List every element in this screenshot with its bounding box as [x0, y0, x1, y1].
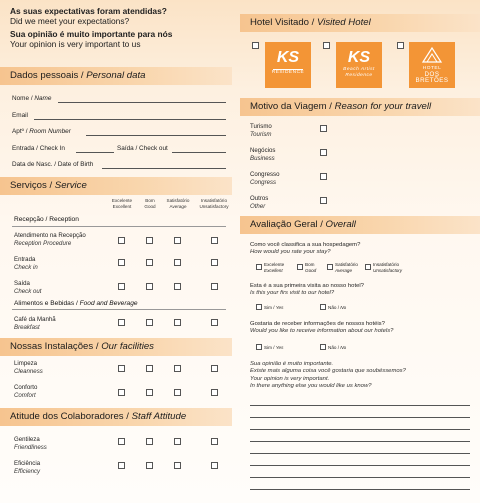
services-header: Serviços / Service: [0, 177, 232, 195]
facilities-header: Nossas Instalações / Our facilities: [0, 338, 232, 356]
rating-excellent-label: Excelente Excellent: [264, 262, 285, 273]
rating-good-label: Bom Good: [305, 262, 317, 273]
efficiency-unsatisfactory-checkbox[interactable]: [211, 462, 218, 469]
divider: [12, 226, 226, 227]
room-number-label: Aptº / Room Number: [12, 128, 71, 135]
reception-excellent-checkbox[interactable]: [118, 237, 125, 244]
checkin-average-checkbox[interactable]: [174, 259, 181, 266]
receive-info-yes-checkbox[interactable]: [256, 344, 262, 350]
name-field[interactable]: [58, 102, 226, 103]
comment-line[interactable]: [250, 441, 470, 442]
ks-residence-logo: KS RESIDENCE: [265, 42, 311, 88]
overall-header: Avaliação Geral / Overall: [240, 216, 480, 234]
left-column: [0, 0, 232, 503]
checkout-excellent-checkbox[interactable]: [118, 283, 125, 290]
breakfast-good-checkbox[interactable]: [146, 319, 153, 326]
right-column: [240, 0, 480, 503]
friendliness-good-checkbox[interactable]: [146, 438, 153, 445]
rating-unsatisfactory-checkbox[interactable]: [365, 264, 371, 270]
service-item-checkout: Saída Check out: [14, 280, 42, 295]
food-subheading: Alimentos e Bebidas / Food and Beverage: [14, 300, 138, 307]
reason-business-checkbox[interactable]: [320, 149, 327, 156]
col-average: Satisfatório Average: [166, 198, 190, 209]
comfort-unsatisfactory-checkbox[interactable]: [211, 389, 218, 396]
staff-item-efficiency: Eficiência Efficiency: [14, 460, 41, 475]
breakfast-excellent-checkbox[interactable]: [118, 319, 125, 326]
divider: [12, 309, 226, 310]
checkin-label: Entrada / Check In: [12, 145, 65, 152]
personal-title-en: Personal data: [86, 70, 146, 81]
cleanness-average-checkbox[interactable]: [174, 365, 181, 372]
checkout-field[interactable]: [172, 152, 226, 153]
staff-item-friendliness: Gentileza Friendliness: [14, 436, 47, 451]
bretoes-emblem-icon: [409, 42, 455, 66]
reception-subheading: Recepção / Reception: [14, 216, 79, 223]
reason-item-business: Negócios Business: [250, 147, 276, 162]
friendliness-unsatisfactory-checkbox[interactable]: [211, 438, 218, 445]
hotel-ks-beach-checkbox[interactable]: [323, 42, 330, 49]
birth-date-label: Data de Nasc. / Date of Birth: [12, 161, 94, 168]
hotel-ks-residence-checkbox[interactable]: [252, 42, 259, 49]
first-visit-no-label: Não / No: [328, 305, 347, 310]
comfort-good-checkbox[interactable]: [146, 389, 153, 396]
comfort-average-checkbox[interactable]: [174, 389, 181, 396]
reception-good-checkbox[interactable]: [146, 237, 153, 244]
reception-average-checkbox[interactable]: [174, 237, 181, 244]
reason-item-other: Outros Other: [250, 195, 269, 210]
rating-average-checkbox[interactable]: [327, 264, 333, 270]
service-item-reception: Atendimento na Recepção Reception Procedure: [14, 232, 86, 247]
receive-info-no-checkbox[interactable]: [320, 344, 326, 350]
first-visit-yes-label: Sim / Yes: [264, 305, 284, 310]
reason-item-tourism: Turismo Tourism: [250, 123, 272, 138]
cleanness-excellent-checkbox[interactable]: [118, 365, 125, 372]
personal-data-header: [0, 67, 232, 85]
rating-good-checkbox[interactable]: [297, 264, 303, 270]
checkin-field[interactable]: [76, 152, 114, 153]
reason-other-checkbox[interactable]: [320, 197, 327, 204]
cleanness-good-checkbox[interactable]: [146, 365, 153, 372]
comment-line[interactable]: [250, 405, 470, 406]
comment-line[interactable]: [250, 489, 470, 490]
checkout-average-checkbox[interactable]: [174, 283, 181, 290]
cleanness-unsatisfactory-checkbox[interactable]: [211, 365, 218, 372]
reception-unsatisfactory-checkbox[interactable]: [211, 237, 218, 244]
reason-header: Motivo da Viagem / Reason for your travell: [240, 98, 480, 116]
rating-unsatisfactory-label: Insatisfatório Unsatisfactory: [373, 262, 403, 273]
email-label: Email: [12, 112, 28, 119]
ks-beach-logo: KS Beach Artist Residence: [336, 42, 382, 88]
reason-tourism-checkbox[interactable]: [320, 125, 327, 132]
friendliness-average-checkbox[interactable]: [174, 438, 181, 445]
efficiency-excellent-checkbox[interactable]: [118, 462, 125, 469]
breakfast-average-checkbox[interactable]: [174, 319, 181, 326]
email-field[interactable]: [34, 119, 226, 120]
comment-line[interactable]: [250, 417, 470, 418]
checkin-excellent-checkbox[interactable]: [118, 259, 125, 266]
friendliness-excellent-checkbox[interactable]: [118, 438, 125, 445]
col-good: Bom Good: [144, 198, 156, 209]
service-item-checkin: Entrada Check in: [14, 256, 38, 271]
comment-line[interactable]: [250, 429, 470, 430]
personal-title-pt: Dados pessoais /: [10, 70, 87, 81]
intro-importance-en: Your opinion is very important to us: [10, 39, 141, 49]
rating-excellent-checkbox[interactable]: [256, 264, 262, 270]
comment-line[interactable]: [250, 465, 470, 466]
efficiency-good-checkbox[interactable]: [146, 462, 153, 469]
facility-item-cleanness: Limpeza Cleanness: [14, 360, 43, 375]
service-item-breakfast: Café da Manhã Breakfast: [14, 316, 56, 331]
rating-average-label: Satisfatório Average: [335, 262, 358, 273]
checkout-good-checkbox[interactable]: [146, 283, 153, 290]
reason-congress-checkbox[interactable]: [320, 173, 327, 180]
checkin-unsatisfactory-checkbox[interactable]: [211, 259, 218, 266]
checkout-unsatisfactory-checkbox[interactable]: [211, 283, 218, 290]
intro-question-en: Did we meet your expectations?: [10, 16, 130, 26]
intro-question-pt: As suas expectativas foram atendidas?: [10, 6, 167, 16]
rate-stay-question: Como você classifica a sua hospedagem? How would you rate your stay?: [250, 242, 361, 256]
checkout-label: Saída / Check out: [117, 145, 168, 152]
reason-item-congress: Congresso Congress: [250, 171, 280, 186]
col-excellent: Excelente Excellent: [111, 198, 133, 209]
visited-hotel-header: Hotel Visitado / Visited Hotel: [240, 14, 480, 32]
first-visit-question: Esta é a sua primeira visita ao nosso hotel? Is this your firs visit to our hotel?: [250, 283, 364, 297]
receive-info-question: Gostaria de receber informações de nossos hotéis? Would you like to receive information about our hotels?: [250, 321, 394, 335]
room-number-field[interactable]: [86, 135, 226, 136]
comment-line[interactable]: [250, 453, 470, 454]
first-visit-no-checkbox[interactable]: [320, 304, 326, 310]
staff-header: Atitude dos Colaboradores / Staff Attitude: [0, 408, 232, 426]
col-unsatisfactory: Insatisfatório Unsatisfactory: [199, 198, 229, 209]
comfort-excellent-checkbox[interactable]: [118, 389, 125, 396]
receive-info-no-label: Não / No: [328, 345, 347, 350]
first-visit-yes-checkbox[interactable]: [256, 304, 262, 310]
closing-message: Sua opinião é muito importante. Existe mais alguma coisa você gostaria que soubéssemos? Your opinion is very important. In there anything else you would like us know?: [250, 361, 406, 390]
intro-importance-pt: Sua opinião é muito importante para nós: [10, 29, 173, 39]
breakfast-unsatisfactory-checkbox[interactable]: [211, 319, 218, 326]
checkin-good-checkbox[interactable]: [146, 259, 153, 266]
comment-line[interactable]: [250, 477, 470, 478]
efficiency-average-checkbox[interactable]: [174, 462, 181, 469]
facility-item-comfort: Conforto Comfort: [14, 384, 38, 399]
receive-info-yes-label: Sim / Yes: [264, 345, 284, 350]
name-label: Nome / Name: [12, 95, 52, 102]
hotel-bretoes-checkbox[interactable]: [397, 42, 404, 49]
birth-date-field[interactable]: [102, 168, 226, 169]
bretoes-logo: HOTEL DOS BRETÕES: [409, 42, 455, 88]
